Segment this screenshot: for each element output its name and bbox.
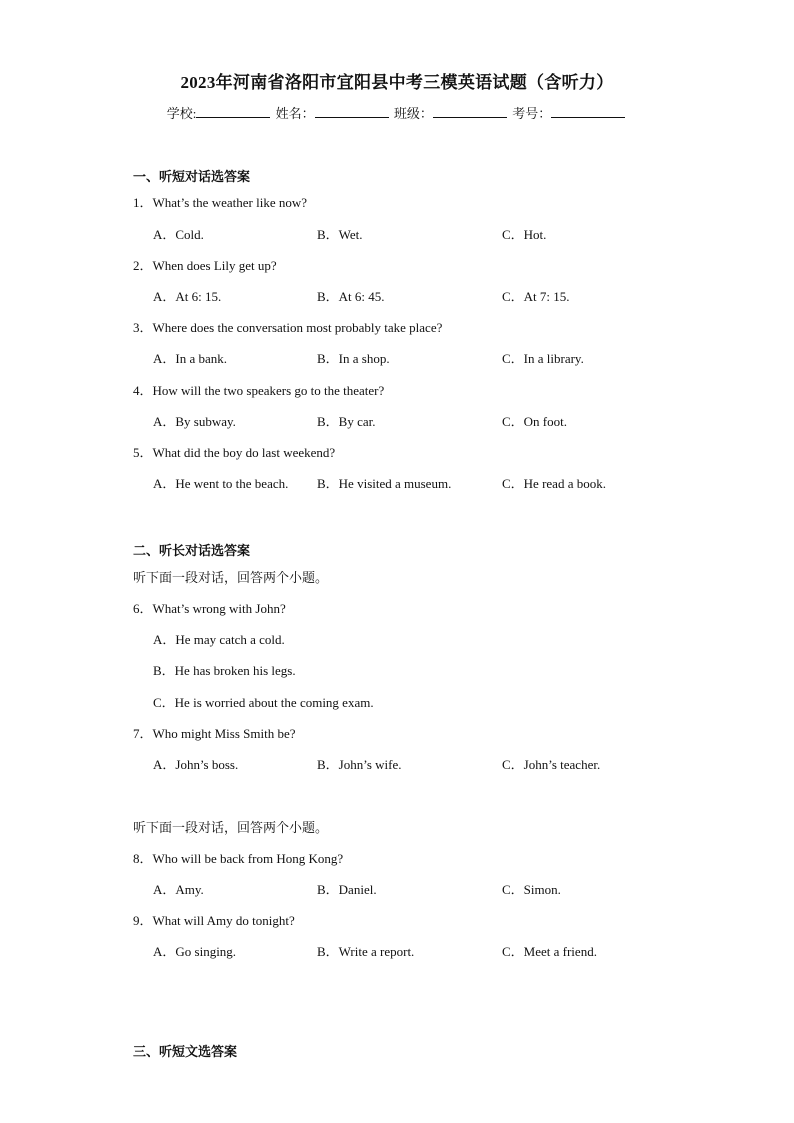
q8-option-a[interactable]: A．Amy. bbox=[153, 882, 204, 897]
q5-option-b[interactable]: B．He visited a museum. bbox=[317, 476, 452, 491]
question-3: 3．Where does the conversation most probably take place? bbox=[133, 320, 443, 335]
q4-option-a[interactable]: A．By subway. bbox=[153, 414, 236, 429]
question-4: 4．How will the two speakers go to the theater? bbox=[133, 383, 385, 398]
q5-option-c[interactable]: C．He read a book. bbox=[502, 476, 606, 491]
class-blank[interactable] bbox=[433, 105, 507, 118]
q2-option-b[interactable]: B．At 6: 45. bbox=[317, 289, 385, 304]
question-1: 1．What’s the weather like now? bbox=[133, 195, 307, 210]
class-label: 班级： bbox=[393, 106, 433, 121]
q5-option-a[interactable]: A．He went to the beach. bbox=[153, 476, 289, 491]
q4-option-c[interactable]: C．On foot. bbox=[502, 414, 568, 429]
question-9: 9．What will Amy do tonight? bbox=[133, 913, 295, 928]
exam-no-blank[interactable] bbox=[551, 105, 625, 118]
q7-option-c[interactable]: C．John’s teacher. bbox=[502, 757, 601, 772]
name-label: 姓名： bbox=[275, 106, 315, 121]
exam-no-label: 考号： bbox=[512, 106, 552, 121]
q6-option-a[interactable]: A．He may catch a cold. bbox=[153, 632, 285, 647]
school-label: 学校: bbox=[166, 106, 197, 121]
q6-option-c[interactable]: C．He is worried about the coming exam. bbox=[153, 695, 374, 710]
q2-option-a[interactable]: A．At 6: 15. bbox=[153, 289, 222, 304]
q8-option-b[interactable]: B．Daniel. bbox=[317, 882, 377, 897]
question-6: 6．What’s wrong with John? bbox=[133, 601, 286, 616]
name-blank[interactable] bbox=[315, 105, 389, 118]
q9-option-c[interactable]: C．Meet a friend. bbox=[502, 944, 597, 959]
section-2-intro-1: 听下面一段对话，回答两个小题。 bbox=[133, 570, 329, 585]
school-blank[interactable] bbox=[196, 105, 270, 118]
q3-option-a[interactable]: A．In a bank. bbox=[153, 351, 228, 366]
question-2: 2．When does Lily get up? bbox=[133, 258, 277, 273]
section-1-title: 一、听短对话选答案 bbox=[133, 169, 251, 184]
student-info-line bbox=[0, 103, 794, 122]
q9-option-a[interactable]: A．Go singing. bbox=[153, 944, 237, 959]
q4-option-b[interactable]: B．By car. bbox=[317, 414, 376, 429]
q1-option-b[interactable]: B．Wet. bbox=[317, 227, 363, 242]
q2-option-c[interactable]: C．At 7: 15. bbox=[502, 289, 570, 304]
q1-option-a[interactable]: A．Cold. bbox=[153, 227, 204, 242]
q3-option-b[interactable]: B．In a shop. bbox=[317, 351, 390, 366]
q7-option-a[interactable]: A．John’s boss. bbox=[153, 757, 239, 772]
q8-option-c[interactable]: C．Simon. bbox=[502, 882, 561, 897]
q3-option-c[interactable]: C．In a library. bbox=[502, 351, 584, 366]
q7-option-b[interactable]: B．John’s wife. bbox=[317, 757, 402, 772]
page-title: 2023年河南省洛阳市宜阳县中考三模英语试题（含听力） bbox=[180, 73, 614, 92]
question-5: 5．What did the boy do last weekend? bbox=[133, 445, 336, 460]
section-2-title: 二、听长对话选答案 bbox=[133, 543, 251, 558]
q6-option-b[interactable]: B．He has broken his legs. bbox=[153, 663, 296, 678]
section-3-title: 三、听短文选答案 bbox=[133, 1044, 238, 1059]
section-2-intro-2: 听下面一段对话，回答两个小题。 bbox=[133, 820, 329, 835]
q9-option-b[interactable]: B．Write a report. bbox=[317, 944, 415, 959]
question-7: 7．Who might Miss Smith be? bbox=[133, 726, 296, 741]
question-8: 8．Who will be back from Hong Kong? bbox=[133, 851, 344, 866]
q1-option-c[interactable]: C．Hot. bbox=[502, 227, 547, 242]
